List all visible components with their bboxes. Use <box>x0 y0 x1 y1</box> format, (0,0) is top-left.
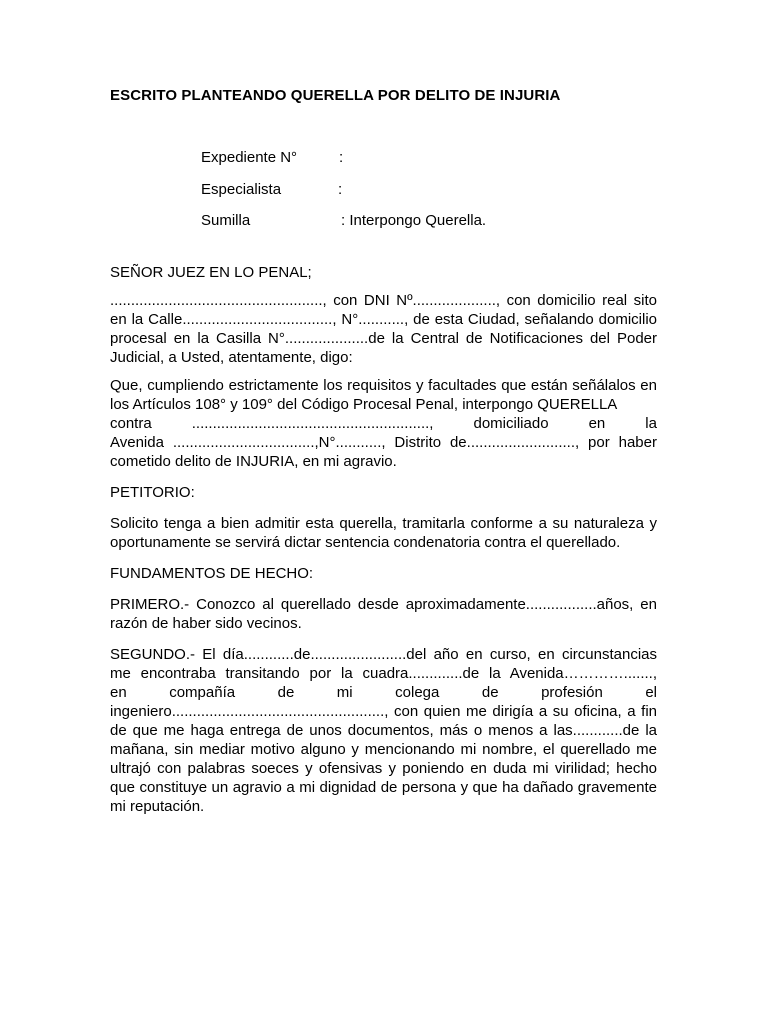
meta-value: : <box>338 180 343 198</box>
complaint-line: Avenida ..................................,N°..........., Distrito de.........................., por haber cometido delito de INJURIA, en mi agravio. <box>110 434 657 470</box>
segundo-line: en compañía de mi colega de profesión el <box>110 684 657 701</box>
document-page <box>110 86 657 816</box>
petitorio-heading: PETITORIO: <box>110 484 195 501</box>
case-metadata <box>201 148 657 230</box>
meta-row-sumilla <box>201 211 657 230</box>
fundamentos-heading: FUNDAMENTOS DE HECHO: <box>110 565 314 582</box>
complaint-paragraph <box>110 376 657 471</box>
intro-paragraph: ..................................................., con DNI Nº...................., con domicilio real sito en la Calle...................................., N°..........., de esta Ciudad, señalando domicilio procesal en la Casilla N°....................de la Central de Notificaciones del Poder Judicial, a Usted, atentamente, digo: <box>110 292 657 366</box>
segundo-line: SEGUNDO.- El día............de.......................del año en curso, en circunstancias me encontraba transitando por la cuadra.............de la Avenida…………......., <box>110 646 657 682</box>
meta-row-especialista <box>201 180 657 199</box>
meta-value: : Interpongo Querella. <box>341 212 487 229</box>
meta-row-expediente <box>201 148 657 167</box>
meta-label: Expediente N° <box>201 149 298 166</box>
salutation: SEÑOR JUEZ EN LO PENAL; <box>110 264 312 281</box>
complaint-line: Que, cumpliendo estrictamente los requisitos y facultades que están señálalos en los Artículos 108° y 109° del Código Procesal Penal, interpongo QUERELLA <box>110 377 657 413</box>
segundo-paragraph <box>110 645 657 816</box>
segundo-line: ingeniero..................................................., con quien me dirigía a su oficina, a fin de que me haga entrega de unos documentos, más o menos a las............de la mañana, sin mediar motivo alguno y mencionando mi nombre, el querellado me ultrajó con palabras soeces y ofensivas y poniendo en duda mi virilidad; hecho que constituye un agravio a mi dignidad de persona y que ha dañado gravemente mi reputación. <box>110 703 657 815</box>
meta-label: Sumilla <box>201 212 251 229</box>
petitorio-paragraph: Solicito tenga a bien admitir esta querella, tramitarla conforme a su naturaleza y oportunamente se servirá dictar sentencia condenatoria contra el querellado. <box>110 515 657 551</box>
document-title: ESCRITO PLANTEANDO QUERELLA POR DELITO DE INJURIA <box>110 87 561 104</box>
primero-paragraph: PRIMERO.- Conozco al querellado desde aproximadamente.................años, en razón de haber sido vecinos. <box>110 596 657 632</box>
meta-value: : <box>339 149 344 166</box>
meta-label: Especialista <box>201 180 282 198</box>
complaint-line: contra ........................................................., domiciliado en la <box>110 415 657 432</box>
